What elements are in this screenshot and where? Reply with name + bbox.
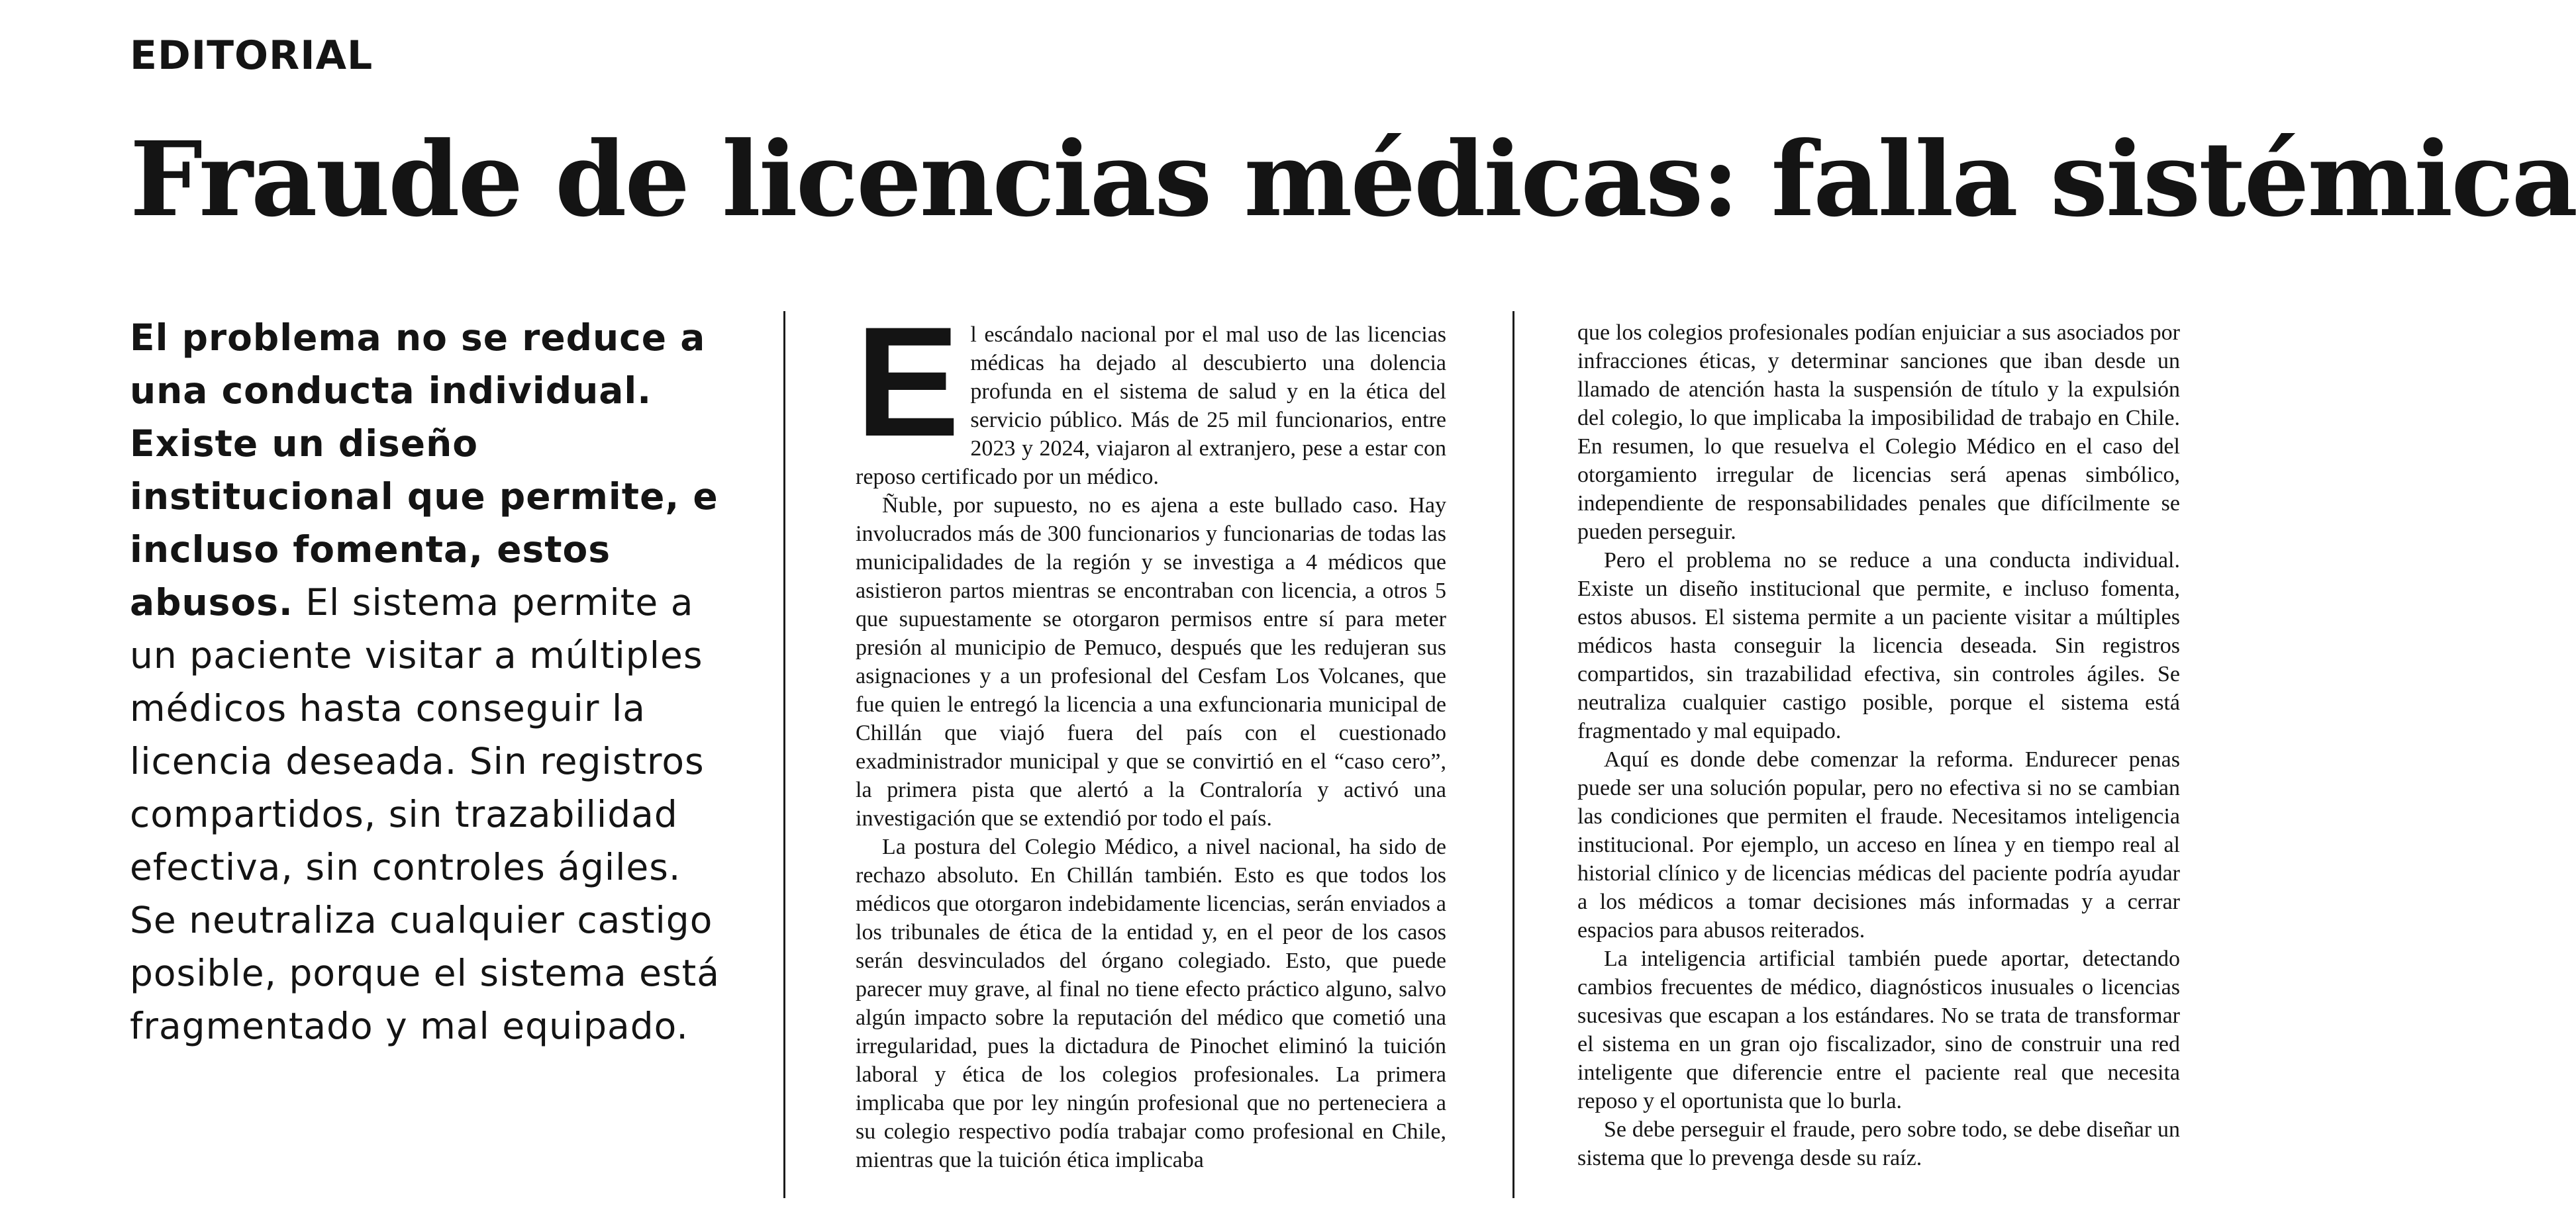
column-divider — [1512, 311, 1514, 1198]
body-paragraph: Pero el problema no se reduce a una conducta individual. Existe un diseño institucional que permite, e incluso fomenta, estos abusos. El sistema permite a un paciente visitar a múltiples médicos hasta conseguir la licencia deseada. Sin registros compartidos, sin trazabilidad efectiva, sin controles ágiles. Se neutraliza cualquier castigo posible, porque el sistema está fragmentado y mal equipado. — [1577, 548, 2180, 743]
body-paragraph: Se debe perseguir el fraude, pero sobre todo, se debe diseñar un sistema que lo prevenga desde su raíz. — [1577, 1117, 2180, 1170]
body-column-2 — [1577, 318, 2180, 1172]
body-paragraph: Ñuble, por supuesto, no es ajena a este bullado caso. Hay involucrados más de 300 funcionarios y funcionarias de todas las municipalidades de la región y se investiga a 4 médicos que asistieron partos mientras se encontraban con licencia, a otros 5 que supuestamente se otorgaron permisos entre sí para meter presión al municipio de Pemuco, después que les redujeran sus asignaciones y a un profesional del Cesfam Los Volcanes, que fue quien le entregó la licencia a una exfuncionaria municipal de Chillán que viajó fuera del país con el cuestionado exadministrador municipal y que se convirtió en el “caso cero”, la primera pista que alertó a la Contraloría y activó una investigación que se extendió por todo el país. — [856, 493, 1446, 831]
section-label: EDITORIAL — [130, 32, 373, 79]
body-paragraph: La postura del Colegio Médico, a nivel nacional, ha sido de rechazo absoluto. En Chillán también. Esto es que todos los médicos que otorgaron indebidamente licencias, serán enviados a los tribunales de ética de la entidad y, en el peor de los casos serán desvinculados del órgano colegiado. Esto, que puede parecer muy grave, al final no tiene efecto práctico alguno, salvo algún impacto sobre la reputación del médico que cometió una irregularidad, pues la dictadura de Pinochet eliminó la tuición laboral y ética de los colegios profesionales. La primera implicaba que por ley ningún profesional que no perteneciera a su colegio respectivo podía trabajar como profesional en Chile, mientras que la tuición ética implicaba — [856, 835, 1446, 1172]
body-paragraph — [856, 295, 1446, 491]
lead-bold-text: El problema no se reduce a una conducta individual. Existe un diseño institucional que permite, e incluso fomenta, estos abusos. — [130, 316, 718, 624]
body-paragraph: que los colegios profesionales podían enjuiciar a sus asociados por infracciones éticas, y determinar sanciones que iban desde un llamado de atención hasta la suspensión de título y la expulsión del colegio, lo que implicaba la imposibilidad de trabajo en Chile. En resumen, lo que resuelva el Colegio Médico en el caso del otorgamiento irregular de licencias será apenas simbólico, independiente de responsabilidades penales que difícilmente se pueden perseguir. — [1577, 320, 2180, 544]
body-paragraph: Aquí es donde debe comenzar la reforma. Endurecer penas puede ser una solución popular, pero no efectiva si no se cambian las condiciones que permiten el fraude. Necesitamos inteligencia institucional. Por ejemplo, un acceso en línea y en tiempo real al historial clínico y de licencias médicas del paciente podría ayudar a los médicos a tomar decisiones más informadas y a cerrar espacios para abusos reiterados. — [1577, 747, 2180, 943]
headline: Fraude de licencias médicas: falla sistémica — [130, 118, 2576, 240]
lead-paragraph — [130, 311, 726, 1052]
body-paragraph-text: l escándalo nacional por el mal uso de las licencias médicas ha dejado al descubierto una dolencia profunda en el sistema de salud y en la ética del servicio público. Más de 25 mil funcionarios, entre 2023 y 2024, viajaron al extranjero, pese a estar con reposo certificado por un médico. — [856, 322, 1446, 489]
drop-cap: E — [856, 295, 960, 469]
body-column-1 — [856, 295, 1446, 1174]
body-paragraph: La inteligencia artificial también puede aportar, detectando cambios frecuentes de médico, diagnósticos inusuales o licencias sucesivas que escapan a los estándares. No se trata de transformar el sistema en un gran ojo fiscalizador, sino de construir una red inteligente que diferencie entre el paciente real que necesita reposo y el oportunista que lo burla. — [1577, 947, 2180, 1113]
lead-regular-text: El sistema permite a un paciente visitar a múltiples médicos hasta conseguir la licencia deseada. Sin registros compartidos, sin trazabilidad efectiva, sin controles ágiles. Se neutraliza cualquier castigo posible, porque el sistema está fragmentado y mal equipado. — [130, 581, 720, 1047]
column-divider — [783, 311, 785, 1198]
